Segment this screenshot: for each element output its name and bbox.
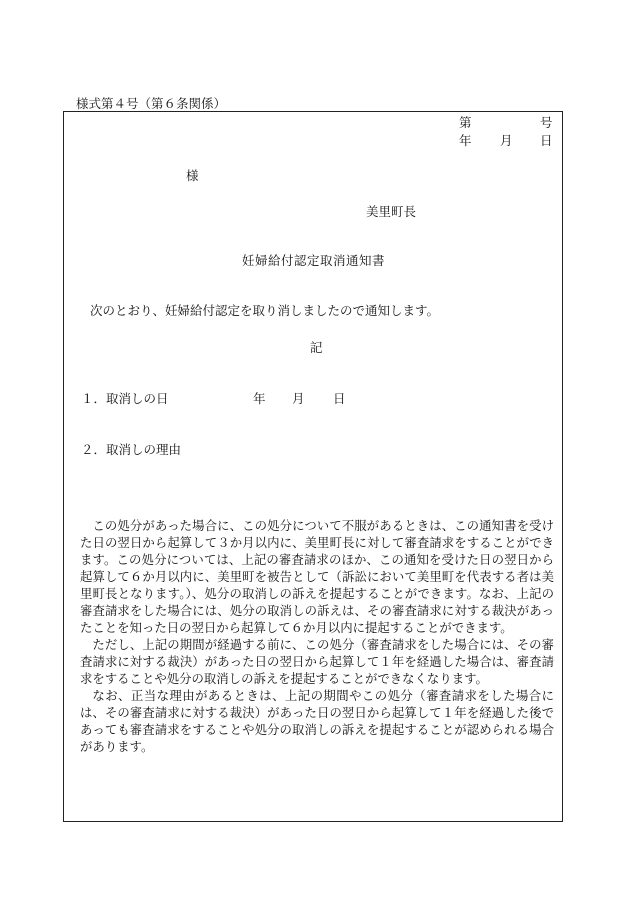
ki-marker: 記 (310, 340, 323, 355)
date-day: 日 (540, 133, 553, 148)
cancellation-day: 日 (333, 391, 346, 406)
form-number-label: 様式第４号（第６条関係） (76, 96, 227, 111)
cancellation-date-label: １．取消しの日 (81, 391, 169, 406)
addressee-honorific: 様 (186, 168, 199, 183)
intro-text: 次のとおり、妊婦給付認定を取り消しましたので通知します。 (90, 303, 440, 318)
date-year: 年 (459, 133, 472, 148)
notice-paragraph-2: ただし、上記の期間が経過する前に、この処分（審査請求をした場合には、その審査請求に対する裁決）があった日の翌日から起算して１年を経過した場合は、審査請求をすることや処分の取消しの訴えを提起することができなくなります。 (80, 637, 554, 686)
cancellation-year: 年 (253, 391, 266, 406)
number-prefix: 第 (459, 115, 472, 130)
date-month: 月 (500, 133, 513, 148)
document-title: 妊婦給付認定取消通知書 (242, 253, 386, 268)
notice-paragraph-1: この処分があった場合に、この処分について不服があるときは、この通知書を受けた日の翌日から起算して３か月以内に、美里町長に対して審査請求をすることができます。この処分については、上記の審査請求のほか、この通知を受けた日の翌日から起算して６か月以内に、美里町を被告として（訴訟において美里町を代表する者は美里町長となります。）、処分の取消しの訴えを提起することができます。なお、上記の審査請求をした場合には、処分の取消しの訴えは、その審査請求に対する裁決があったことを知った日の翌日から起算して６か月以内に提起することができます。 (80, 518, 554, 635)
cancellation-month: 月 (292, 391, 305, 406)
issuer-name: 美里町長 (366, 204, 417, 219)
cancellation-reason-label: ２．取消しの理由 (81, 442, 182, 457)
notice-paragraph-3: なお、正当な理由があるときは、上記の期間やこの処分（審査請求をした場合には、その審査請求に対する裁決）があった日の翌日から起算して１年を経過した後であっても審査請求をすることや処分の取消しの訴えを提起することが認められる場合があります。 (80, 688, 554, 754)
number-suffix: 号 (540, 115, 553, 130)
appeal-notice (80, 517, 554, 755)
